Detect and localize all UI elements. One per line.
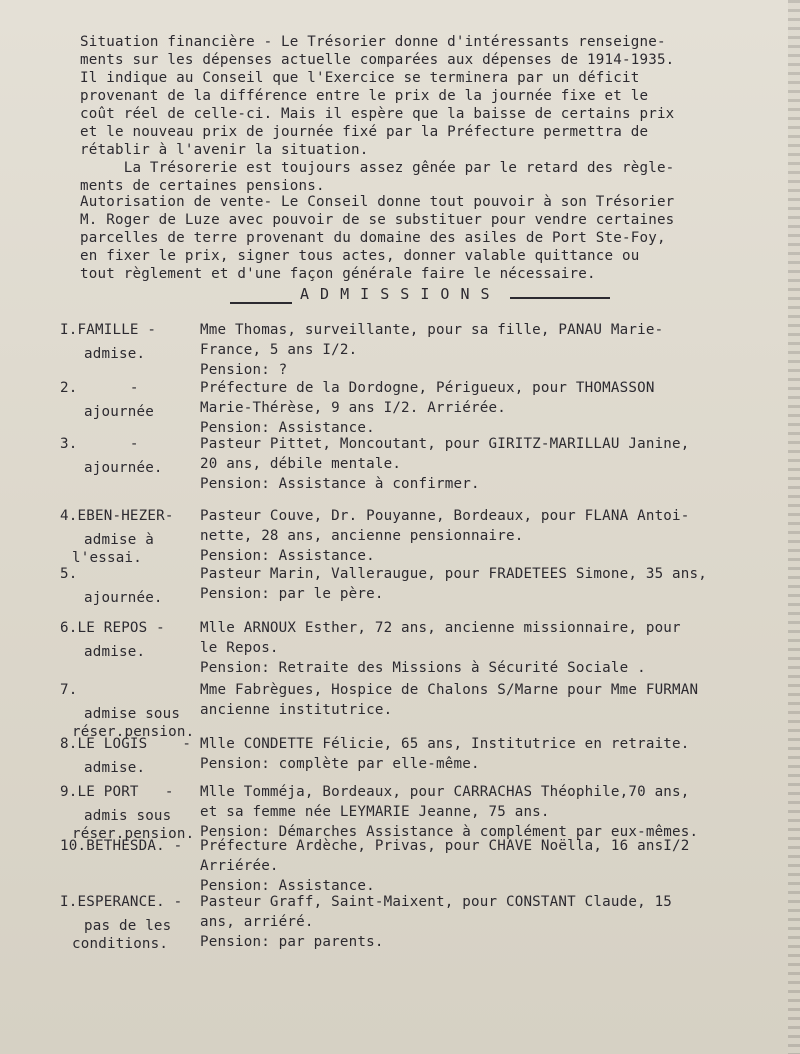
paragraph-line: ments de certaines pensions.	[80, 178, 325, 194]
admission-decision: admise.	[84, 346, 146, 362]
admission-detail: Mme Fabrègues, Hospice de Chalons S/Marne pour Mme FURMAN	[200, 682, 699, 698]
admission-detail: Pension: Assistance.	[200, 878, 375, 894]
admission-house: 3. -	[60, 436, 139, 452]
paragraph-line: en fixer le prix, signer tous actes, donner valable quittance ou	[80, 248, 640, 264]
paragraph-line: Autorisation de vente- Le Conseil donne tout pouvoir à son Trésorier	[80, 194, 675, 210]
admission-house: 7.	[60, 682, 78, 698]
admission-decision: pas de les	[84, 918, 172, 934]
admission-detail: Mlle ARNOUX Esther, 72 ans, ancienne missionnaire, pour	[200, 620, 681, 636]
admission-detail: Pension: ?	[200, 362, 288, 378]
heading-rule-left	[230, 302, 292, 304]
admission-house: 2. -	[60, 380, 139, 396]
paragraph-line: tout règlement et d'une façon générale faire le nécessaire.	[80, 266, 596, 282]
paragraph-line: rétablir à l'avenir la situation.	[80, 142, 369, 158]
admission-decision: réser.pension.	[72, 826, 195, 842]
paragraph-line: coût réel de celle-ci. Mais il espère que la baisse de certains prix	[80, 106, 675, 122]
admission-decision: ajournée.	[84, 460, 163, 476]
paragraph-line: Situation financière - Le Trésorier donne d'intéressants renseigne-	[80, 34, 666, 50]
admission-house: 8.LE LOGIS -	[60, 736, 192, 752]
admission-detail: Marie-Thérèse, 9 ans I/2. Arriérée.	[200, 400, 506, 416]
admission-detail: Pension: complète par elle-même.	[200, 756, 480, 772]
admission-detail: Mme Thomas, surveillante, pour sa fille, PANAU Marie-	[200, 322, 664, 338]
paragraph-line: ments sur les dépenses actuelle comparées aux dépenses de 1914-1935.	[80, 52, 675, 68]
admission-detail: ans, arriéré.	[200, 914, 314, 930]
admission-detail: nette, 28 ans, ancienne pensionnaire.	[200, 528, 524, 544]
admission-house: 5.	[60, 566, 78, 582]
paragraph-line: parcelles de terre provenant du domaine des asiles de Port Ste-Foy,	[80, 230, 666, 246]
admission-decision: admise à	[84, 532, 154, 548]
admission-detail: Mlle CONDETTE Félicie, 65 ans, Institutrice en retraite.	[200, 736, 690, 752]
admission-detail: et sa femme née LEYMARIE Jeanne, 75 ans.	[200, 804, 550, 820]
admission-house: 10.BETHESDA. -	[60, 838, 183, 854]
admission-detail: 20 ans, débile mentale.	[200, 456, 402, 472]
paragraph-line: Il indique au Conseil que l'Exercice se terminera par un déficit	[80, 70, 640, 86]
admission-detail: Pasteur Couve, Dr. Pouyanne, Bordeaux, pour FLANA Antoi-	[200, 508, 690, 524]
heading-rule-right	[510, 297, 610, 299]
admission-decision: ajournée	[84, 404, 154, 420]
admission-decision: admise.	[84, 644, 146, 660]
admission-decision: conditions.	[72, 936, 169, 952]
admission-house: 9.LE PORT -	[60, 784, 174, 800]
admission-house: I.ESPERANCE. -	[60, 894, 183, 910]
paragraph-line: provenant de la différence entre le prix de la journée fixe et le	[80, 88, 649, 104]
admission-house: I.FAMILLE -	[60, 322, 157, 338]
admission-detail: le Repos.	[200, 640, 279, 656]
admission-decision: admis sous	[84, 808, 172, 824]
admission-decision: ajournée.	[84, 590, 163, 606]
admission-decision: admise.	[84, 760, 146, 776]
admission-detail: ancienne institutrice.	[200, 702, 393, 718]
admission-detail: Préfecture de la Dordogne, Périgueux, pour THOMASSON	[200, 380, 655, 396]
paragraph-line: M. Roger de Luze avec pouvoir de se substituer pour vendre certaines	[80, 212, 675, 228]
admission-decision: admise sous	[84, 706, 181, 722]
section-heading: A D M I S S I O N S	[300, 285, 491, 303]
admission-detail: Pension: Assistance.	[200, 548, 375, 564]
admission-detail: France, 5 ans I/2.	[200, 342, 358, 358]
admission-detail: Pasteur Graff, Saint-Maixent, pour CONSTANT Claude, 15	[200, 894, 673, 910]
admission-house: 6.LE REPOS -	[60, 620, 165, 636]
admission-decision: réser.pension.	[72, 724, 195, 740]
admission-detail: Pasteur Marin, Valleraugue, pour FRADETEES Simone, 35 ans,	[200, 566, 708, 582]
admission-detail: Pension: Démarches Assistance à complément par eux-mêmes.	[200, 824, 699, 840]
paragraph-line: et le nouveau prix de journée fixé par la Préfecture permettra de	[80, 124, 649, 140]
admission-decision: l'essai.	[72, 550, 142, 566]
admission-detail: Pasteur Pittet, Moncoutant, pour GIRITZ-MARILLAU Janine,	[200, 436, 690, 452]
paragraph-line: La Trésorerie est toujours assez gênée par le retard des règle-	[80, 160, 675, 176]
admission-detail: Pension: Assistance.	[200, 420, 375, 436]
admission-detail: Arriérée.	[200, 858, 279, 874]
admission-detail: Pension: par parents.	[200, 934, 384, 950]
admission-detail: Pension: par le père.	[200, 586, 384, 602]
admission-detail: Pension: Assistance à confirmer.	[200, 476, 480, 492]
admission-house: 4.EBEN-HEZER-	[60, 508, 174, 524]
admission-detail: Mlle Tomméja, Bordeaux, pour CARRACHAS Théophile,70 ans,	[200, 784, 690, 800]
admission-detail: Préfecture Ardèche, Privas, pour CHAVE Noëlla, 16 ansI/2	[200, 838, 690, 854]
admission-detail: Pension: Retraite des Missions à Sécurité Sociale .	[200, 660, 646, 676]
